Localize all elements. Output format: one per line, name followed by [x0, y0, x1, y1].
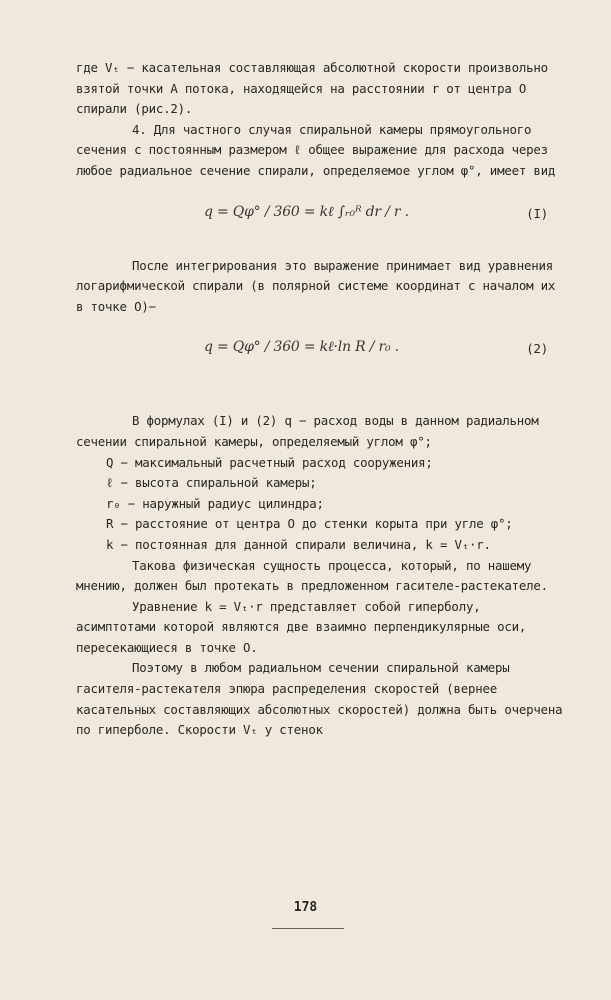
formula-2: [76, 319, 564, 389]
definition-item: r₀ − наружный радиус цилиндра;: [106, 495, 324, 511]
definition-item: Q − максимальный расчетный расход сооружения;: [106, 454, 433, 470]
definition-item: R − расстояние от центра О до стенки корыта при угле φ°;: [106, 516, 513, 532]
paragraph-2: 4. Для частного случая спиральной камеры прямоугольного сечения с постоянным размером ℓ общее выражение для расхода через любое радиальное сечение спирали, определяемое углом φ°, имеет вид: [76, 121, 556, 178]
paragraph-1: где Vₜ − касательная составляющая абсолютной скорости произвольно взятой точки A потока, находящейся на расстоянии r от центра O спирали (рис.2).: [76, 60, 548, 117]
formula-1-number: (I): [526, 205, 548, 221]
footer-rule: [272, 928, 344, 929]
page-body: [76, 58, 564, 741]
definition-item: ℓ − высота спиральной камеры;: [106, 475, 317, 491]
formula-1: [76, 184, 564, 254]
formula-2-number: (2): [526, 341, 548, 357]
paragraph-3: После интегрирования это выражение принимает вид уравнения логарифмической спирали (в полярной системе координат с началом их в точке О)−: [76, 257, 556, 314]
definition-item: k − постоянная для данной спирали величина, k = Vₜ·r.: [106, 536, 491, 552]
definition-intro: В формулах (I) и (2) q − расход воды в данном радиальном сечении спиральной камеры, определяемый углом φ°;: [76, 413, 539, 449]
formula-1-expression: q = Qφ° / 360 = kℓ ∫ᵣ₀ᴿ dr / r .: [204, 203, 409, 220]
page-number: 178: [293, 900, 318, 915]
paragraph-4: Такова физическая сущность процесса, который, по нашему мнению, должен был протекать в предложенном гасителе-растекателе.: [76, 557, 548, 594]
formula-2-expression: q = Qφ° / 360 = kℓ·ln R / r₀ .: [204, 339, 399, 356]
paragraph-6: Поэтому в любом радиальном сечении спиральной камеры гасителя-растекателя эпюра распределения скоростей (вернее касательных составляющих абсолютных скоростей) должна быть очерчена по гиперболе. Скорости Vₜ у стенок: [76, 660, 563, 738]
definitions-list: [76, 411, 564, 555]
paragraph-5: Уравнение k = Vₜ·r представляет собой гиперболу, асимптотами которой являются две взаимно перпендикулярные оси, пересекающиеся в точке О.: [76, 598, 527, 655]
